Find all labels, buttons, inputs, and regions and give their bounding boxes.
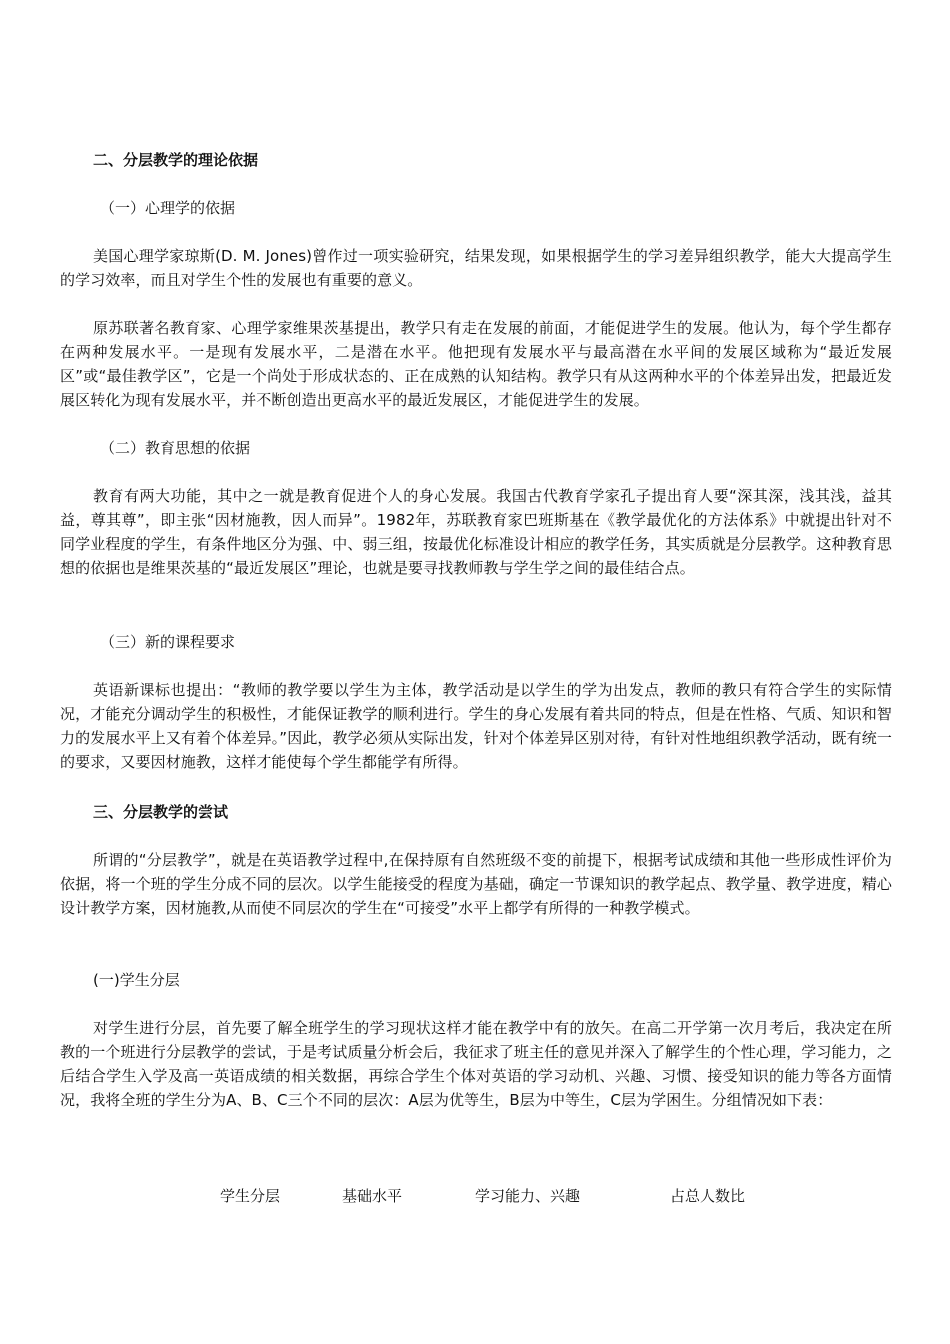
- subheading-psychology: （一）心理学的依据: [100, 199, 236, 217]
- paragraph-layered-teaching-definition: 所谓的“分层教学”，就是在英语教学过程中,在保持原有自然班级不变的前提下，根据考试成绩和其他一些形成性评价为依据，将一个班的学生分成不同的层次。以学生能接受的程度为基础，确定一节课知识的教学起点、教学量、教学进度，精心设计教学方案，因材施教,从而使不同层次的学生在“可接受”水平上都学有所得的一种教学模式。: [60, 851, 892, 917]
- table-header-cell: 学生分层: [220, 1187, 281, 1205]
- subheading-new-curriculum: （三）新的课程要求: [100, 633, 236, 651]
- grouping-table-header: [60, 1184, 892, 1208]
- table-header-cell: 占总人数比: [670, 1187, 746, 1205]
- table-header-cell: 基础水平: [342, 1187, 403, 1205]
- paragraph-jones-study: 美国心理学家琼斯(D. M. Jones)曾作过一项实验研究，结果发现，如果根据学生的学习差异组织教学，能大大提高学生的学习效率，而且对学生个性的发展也有重要的意义。: [60, 247, 892, 289]
- section-heading-theory: 二、分层教学的理论依据: [93, 151, 259, 169]
- subheading-education-thought: （二）教育思想的依据: [100, 439, 251, 457]
- paragraph-vygotsky: 原苏联著名教育家、心理学家维果茨基提出，教学只有走在发展的前面，才能促进学生的发展。他认为，每个学生都存在两种发展水平。一是现有发展水平，二是潜在水平。他把现有发展水平与最高潜在水平间的发展区域称为“最近发展区”或“最佳教学区”，它是一个尚处于形成状态的、正在成熟的认知结构。教学只有从这两种水平的个体差异出发，把最近发展区转化为现有发展水平，并不断创造出更高水平的最近发展区，才能促进学生的发展。: [60, 319, 892, 409]
- paragraph-education-functions: 教育有两大功能，其中之一就是教育促进个人的身心发展。我国古代教育学家孔子提出育人要“深其深，浅其浅，益其益，尊其尊”，即主张“因材施教，因人而异”。1982年，苏联教育家巴班斯基在《教学最优化的方法体系》中就提出针对不同学业程度的学生，有条件地区分为强、中、弱三组，按最优化标准设计相应的教学任务，其实质就是分层教学。这种教育思想的依据也是维果茨基的“最近发展区”理论，也就是要寻找教师教与学生学之间的最佳结合点。: [60, 487, 892, 577]
- table-header-cell: 学习能力、兴趣: [475, 1187, 581, 1205]
- section-heading-attempt: 三、分层教学的尝试: [93, 803, 229, 821]
- paragraph-student-layering: 对学生进行分层，首先要了解全班学生的学习现状这样才能在教学中有的放矢。在高二开学第一次月考后，我决定在所教的一个班进行分层教学的尝试，于是考试质量分析会后，我征求了班主任的意见并深入了解学生的个性心理，学习能力，之后结合学生入学及高一英语成绩的相关数据，再综合学生个体对英语的学习动机、兴趣、习惯、接受知识的能力等各方面情况，我将全班的学生分为A、B、C三个不同的层次：A层为优等生，B层为中等生，C层为学困生。分组情况如下表：: [60, 1019, 892, 1109]
- paragraph-curriculum-standard: 英语新课标也提出：“教师的教学要以学生为主体，教学活动是以学生的学为出发点，教师的教只有符合学生的实际情况，才能充分调动学生的积极性，才能保证教学的顺利进行。学生的身心发展有着共同的特点，但是在性格、气质、知识和智力的发展水平上又有着个体差异。”因此，教学必须从实际出发，针对个体差异区别对待，有针对性地组织教学活动，既有统一的要求，又要因材施教，这样才能使每个学生都能学有所得。: [60, 681, 892, 771]
- subheading-student-layering: (一)学生分层: [93, 971, 180, 989]
